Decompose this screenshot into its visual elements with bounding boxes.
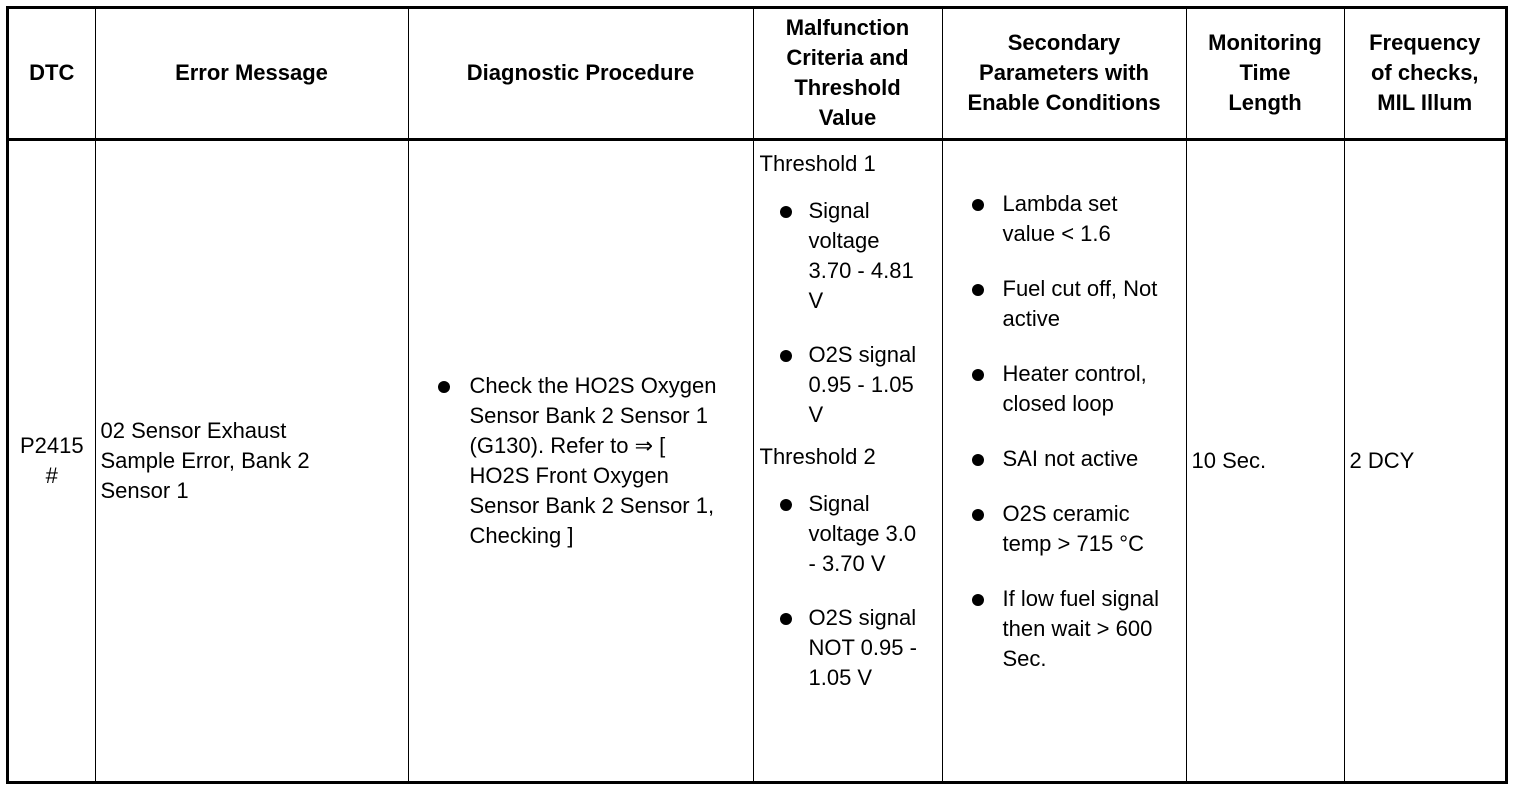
- header-line: Frequency: [1369, 30, 1481, 56]
- text-line: O2S signal: [808, 604, 917, 630]
- header-error-message: Error Message: [95, 9, 408, 139]
- secondary-parameters-cell: [942, 139, 1186, 781]
- text-line: Sample Error, Bank 2: [100, 447, 310, 473]
- list-item: [948, 584, 1181, 674]
- bullet-icon: [972, 454, 984, 466]
- text-line: - 3.70 V: [808, 550, 886, 576]
- monitoring-time-cell: [1186, 139, 1344, 781]
- frequency-cell: [1344, 139, 1505, 781]
- text-line: voltage 3.0: [808, 520, 917, 546]
- text-line: active: [1002, 305, 1060, 331]
- text-line: (G130). Refer to ⇒ [: [469, 432, 666, 458]
- threshold-1-label: Threshold 1: [759, 150, 876, 176]
- bullet-icon: [438, 381, 450, 393]
- reference-link[interactable]: Sensor Bank 2 Sensor 1,: [469, 492, 715, 518]
- dtc-table: [9, 9, 1505, 781]
- list-item: [760, 196, 938, 316]
- dtc-table-frame: [6, 6, 1508, 784]
- text-line: SAI not active: [1002, 445, 1139, 471]
- header-line: Secondary: [1007, 30, 1121, 56]
- header-line: MIL Illum: [1377, 90, 1473, 116]
- list-item: [414, 371, 748, 551]
- header-row: [9, 9, 1505, 139]
- list-item: [760, 340, 938, 430]
- text-line: NOT 0.95 -: [808, 634, 917, 660]
- text-line: 02 Sensor Exhaust: [100, 417, 287, 443]
- text-line: 0.95 - 1.05: [808, 371, 914, 397]
- bullet-icon: [972, 594, 984, 606]
- list-item: [948, 499, 1181, 559]
- text-line: If low fuel signal: [1002, 585, 1160, 611]
- text-line: Fuel cut off, Not: [1002, 275, 1158, 301]
- bullet-icon: [780, 613, 792, 625]
- threshold-1-list: [760, 196, 938, 430]
- header-line: Malfunction: [785, 15, 910, 41]
- list-item: [948, 274, 1181, 334]
- text-line: then wait > 600: [1002, 615, 1153, 641]
- list-item: [948, 359, 1181, 419]
- header-secondary-parameters: [942, 9, 1186, 139]
- header-dtc: DTC: [9, 9, 95, 139]
- header-frequency: [1344, 9, 1505, 139]
- secondary-parameters-list: [948, 189, 1181, 674]
- list-item: [948, 189, 1181, 249]
- dtc-cell: [9, 139, 95, 781]
- threshold-2-label: Threshold 2: [759, 443, 876, 469]
- bullet-icon: [780, 499, 792, 511]
- text-line: closed loop: [1002, 390, 1114, 416]
- text-line: O2S signal: [808, 341, 917, 367]
- text-line: temp > 715 °C: [1002, 530, 1144, 556]
- header-diagnostic-procedure: Diagnostic Procedure: [408, 9, 753, 139]
- bullet-icon: [780, 350, 792, 362]
- text-line: 1.05 V: [808, 664, 873, 690]
- header-line: Parameters with: [979, 60, 1149, 86]
- header-monitoring-time: [1186, 9, 1344, 139]
- bullet-icon: [972, 509, 984, 521]
- text-line: Sec.: [1002, 645, 1047, 671]
- bullet-icon: [972, 199, 984, 211]
- bullet-icon: [780, 206, 792, 218]
- frequency-value: 2 DCY: [1349, 447, 1415, 473]
- list-item: [948, 444, 1181, 474]
- text-line: Check the HO2S Oxygen: [469, 372, 717, 398]
- header-line: of checks,: [1370, 60, 1479, 86]
- text-line: Signal: [808, 490, 870, 516]
- text-line: Sensor Bank 2 Sensor 1: [469, 402, 708, 428]
- text-line: Heater control,: [1002, 360, 1147, 386]
- list-item: [760, 489, 938, 579]
- threshold-2-list: [760, 489, 938, 693]
- header-line: Length: [1228, 90, 1302, 116]
- text-line: V: [808, 401, 824, 427]
- reference-link[interactable]: Checking ]: [469, 522, 574, 548]
- diagnostic-list: [414, 371, 748, 551]
- text-line: Sensor 1: [100, 477, 189, 503]
- malfunction-criteria-cell: [753, 139, 942, 781]
- list-item: [760, 603, 938, 693]
- error-message-cell: [95, 139, 408, 781]
- monitoring-time-value: 10 Sec.: [1191, 447, 1267, 473]
- header-line: Criteria and: [786, 45, 909, 71]
- header-line: Time: [1239, 60, 1291, 86]
- dtc-marker: #: [45, 462, 58, 488]
- table-row: [9, 139, 1505, 781]
- text-line: value < 1.6: [1002, 220, 1111, 246]
- bullet-icon: [972, 369, 984, 381]
- header-line: Monitoring: [1208, 30, 1322, 56]
- diagnostic-procedure-cell: [408, 139, 753, 781]
- header-line: Value: [818, 105, 877, 131]
- text-line: Lambda set: [1002, 190, 1118, 216]
- text-line: Signal: [808, 197, 870, 223]
- reference-link[interactable]: HO2S Front Oxygen: [469, 462, 669, 488]
- header-malfunction-criteria: [753, 9, 942, 139]
- bullet-icon: [972, 284, 984, 296]
- text-line: O2S ceramic: [1002, 500, 1130, 526]
- header-line: Threshold: [794, 75, 901, 101]
- text-line: V: [808, 287, 824, 313]
- dtc-code: P2415: [19, 432, 84, 458]
- text-line: 3.70 - 4.81: [808, 257, 914, 283]
- text-line: voltage: [808, 227, 880, 253]
- header-line: Enable Conditions: [967, 90, 1161, 116]
